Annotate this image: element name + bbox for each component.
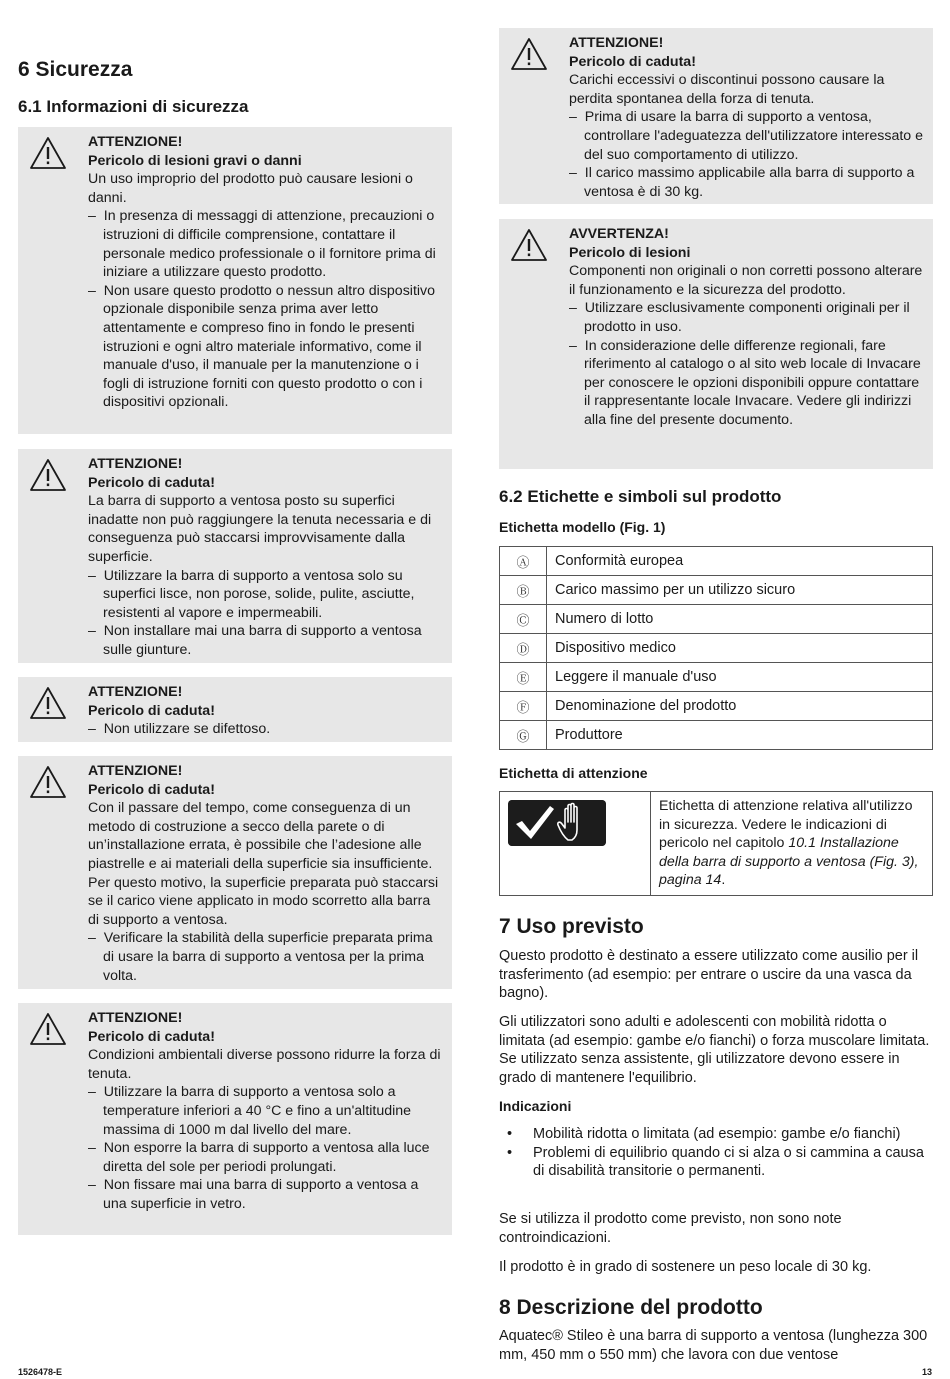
attention-end: . — [721, 872, 726, 889]
row-text: Dispositivo medico — [547, 634, 933, 663]
warning-box — [499, 219, 933, 469]
table-row — [500, 605, 933, 634]
paragraph: Aquatec® Stileo è una barra di supporto a ventosa (lunghezza 300 mm, 450 mm o 550 mm) che lavora con due ventose — [499, 1328, 928, 1363]
warning-item: – Il carico massimo applicabile alla barra di supporto a ventosa è di 30 kg. — [569, 164, 925, 201]
warning-body: Un uso improprio del prodotto può causare lesioni o danni. — [88, 171, 413, 206]
row-letter: Ⓕ — [500, 692, 547, 721]
row-letter: Ⓖ — [500, 721, 547, 750]
attention-label-table — [499, 791, 933, 896]
warning-item: – Utilizzare la barra di supporto a ventosa solo su superfici lisce, non porose, solide, pulite, asciutte, resistenti al vapore e impermeabili. — [88, 567, 444, 623]
warning-title: ATTENZIONE! — [88, 134, 183, 150]
section-6-2-title: 6.2 Etichette e simboli sul prodotto — [499, 487, 782, 506]
warning-triangle-icon — [510, 37, 548, 71]
warning-triangle-icon — [29, 1012, 67, 1046]
section-7-title: 7 Uso previsto — [499, 915, 644, 938]
warning-item: – Non fissare mai una barra di supporto a ventosa a una superficie in vetro. — [88, 1176, 444, 1213]
warning-body: Con il passare del tempo, come conseguenza di un metodo di costruzione a secco della parete o di un’installazione errata, è possibile che l’adesione alle piastrelle e ai materiali della superficie sia insufficiente. Per questo motivo, la superficie preparata può staccarsi se il carico viene applicato in modo scorretto alla barra di supporto a ventosa. — [88, 800, 439, 928]
paragraph: Il prodotto è in grado di sostenere un peso locale di 30 kg. — [499, 1259, 872, 1275]
attention-text-cell — [651, 792, 933, 896]
row-text: Carico massimo per un utilizzo sicuro — [547, 576, 933, 605]
list-item: • Problemi di equilibrio quando ci si alza o si cammina a causa di disabilità transitorie o permanenti. — [499, 1144, 933, 1181]
row-letter: Ⓓ — [500, 634, 547, 663]
paragraph: Se si utilizza il prodotto come previsto, non sono note controindicazioni. — [499, 1211, 842, 1246]
warning-item: – Non installare mai una barra di supporto a ventosa sulle giunture. — [88, 622, 444, 659]
warning-title: ATTENZIONE! — [88, 763, 183, 779]
table-row — [500, 576, 933, 605]
warning-triangle-icon — [29, 686, 67, 720]
warning-triangle-icon — [29, 765, 67, 799]
warning-subtitle: Pericolo di caduta! — [569, 53, 696, 70]
warning-subtitle: Pericolo di lesioni gravi o danni — [88, 152, 302, 169]
table-row — [500, 792, 933, 896]
warning-item: – Non esporre la barra di supporto a ventosa alla luce diretta del sole per periodi prolungati. — [88, 1139, 444, 1176]
table-row — [500, 663, 933, 692]
list-item: • Mobilità ridotta o limitata (ad esempio: gambe e/o fianchi) — [499, 1125, 933, 1144]
attention-sticker-cell — [500, 792, 651, 896]
model-label-table — [499, 546, 933, 750]
warning-list — [88, 720, 444, 739]
warning-body: La barra di supporto a ventosa posto su superfici inadatte non può raggiungere la tenuta necessaria e di conseguenza può staccarsi improvvisamente dalla superficie. — [88, 493, 432, 565]
warning-item: – Utilizzare la barra di supporto a ventosa solo a temperature inferiori a 40 °C e fino a un'altitudine massima di 1000 m dal livello del mare. — [88, 1083, 444, 1139]
row-letter: Ⓐ — [500, 547, 547, 576]
warning-title: ATTENZIONE! — [88, 1010, 183, 1026]
warning-item: – Non utilizzare se difettoso. — [88, 720, 444, 739]
section-6-title: 6 Sicurezza — [18, 58, 133, 81]
warning-item: – Prima di usare la barra di supporto a ventosa, controllare l'adeguatezza dell'utilizzatore interessato e del suo comportamento di utilizzo. — [569, 108, 925, 164]
warning-box — [18, 1003, 452, 1235]
paragraph: Gli utilizzatori sono adulti e adolescenti con mobilità ridotta o limitata (ad esempio: gambe e/o fianchi) o forza muscolare limitata. Se utilizzato senza assistente, gli utilizzatore devono essere in grado di mantenere l'equilibrio. — [499, 1014, 930, 1086]
warning-item: – In considerazione delle differenze regionali, fare riferimento al catalogo o al sito web locale di Invacare per conoscere le opzioni disponibili oppure contattare il rappresentante locale Invacare. Vedere gli indirizzi alla fine del presente documento. — [569, 337, 925, 430]
warning-box — [18, 127, 452, 434]
table-row — [500, 692, 933, 721]
row-letter: Ⓒ — [500, 605, 547, 634]
warning-item: – Utilizzare esclusivamente componenti originali per il prodotto in uso. — [569, 299, 925, 336]
warning-subtitle: Pericolo di caduta! — [88, 702, 215, 719]
row-text: Denominazione del prodotto — [547, 692, 933, 721]
warning-triangle-icon — [29, 458, 67, 492]
warning-box — [499, 28, 933, 204]
table-row — [500, 721, 933, 750]
warning-subtitle: Pericolo di caduta! — [88, 1028, 215, 1045]
warning-item: – Non usare questo prodotto o nessun altro dispositivo opzionale disponibile senza prima aver letto attentamente e compreso fino in fondo le presenti istruzioni e ogni altro materiale informativo, come il manuale d'uso, il manuale per la manutenzione o i fogli di istruzione forniti con questo prodotto o con i dispositivi opzionali. — [88, 282, 444, 412]
page-number: 13 — [921, 1367, 932, 1377]
attention-reference: 10.1 Installazione della barra di supporto a ventosa (Fig. 3), pagina 14 — [659, 835, 919, 889]
model-label-heading: Etichetta modello (Fig. 1) — [499, 519, 666, 535]
warning-triangle-icon — [510, 228, 548, 262]
warning-list — [88, 1083, 444, 1213]
warning-subtitle: Pericolo di lesioni — [569, 244, 691, 261]
warning-triangle-icon — [29, 136, 67, 170]
attention-label-heading: Etichetta di attenzione — [499, 765, 648, 781]
warning-box — [18, 756, 452, 989]
warning-body: Componenti non originali o non corretti possono alterare il funzionamento e la sicurezza del prodotto. — [569, 263, 923, 298]
warning-title: ATTENZIONE! — [569, 35, 664, 51]
warning-subtitle: Pericolo di caduta! — [88, 781, 215, 798]
warning-body: Condizioni ambientali diverse possono ridurre la forza di tenuta. — [88, 1047, 441, 1082]
section-6-1-title: 6.1 Informazioni di sicurezza — [18, 97, 249, 116]
warning-list — [88, 929, 444, 985]
warning-list — [569, 108, 925, 201]
warning-list — [569, 299, 925, 429]
row-letter: Ⓔ — [500, 663, 547, 692]
warning-subtitle: Pericolo di caduta! — [88, 474, 215, 491]
paragraph: Questo prodotto è destinato a essere utilizzato come ausilio per il trasferimento (ad esempio: per entrare o uscire da una vasca da bagno). — [499, 948, 919, 1002]
table-row — [500, 547, 933, 576]
row-letter: Ⓑ — [500, 576, 547, 605]
warning-title: ATTENZIONE! — [88, 684, 183, 700]
row-text: Numero di lotto — [547, 605, 933, 634]
indications-heading: Indicazioni — [499, 1098, 572, 1114]
warning-list — [88, 567, 444, 660]
checkmark-hand-sticker-icon — [508, 800, 606, 846]
doc-number: 1526478-E — [18, 1367, 63, 1377]
warning-box — [18, 449, 452, 663]
warning-box — [18, 677, 452, 742]
row-text: Conformità europea — [547, 547, 933, 576]
warning-body: Carichi eccessivi o discontinui possono causare la perdita spontanea della forza di tenuta. — [569, 72, 885, 107]
row-text: Produttore — [547, 721, 933, 750]
warning-item: – In presenza di messaggi di attenzione, precauzioni o istruzioni di difficile comprensione, contattare il personale medico professionale o il fornitore prima di iniziare a utilizzare questo prodotto. — [88, 207, 444, 281]
table-row — [500, 634, 933, 663]
indications-list — [499, 1125, 933, 1181]
section-8-title: 8 Descrizione del prodotto — [499, 1296, 763, 1319]
attention-text: Etichetta di attenzione relativa all'utilizzo in sicurezza. Vedere le indicazioni di pericolo nel capitolo — [659, 798, 913, 852]
warning-item: – Verificare la stabilità della superficie preparata prima di usare la barra di supporto a ventosa per la prima volta. — [88, 929, 444, 985]
warning-title: ATTENZIONE! — [88, 456, 183, 472]
warning-list — [88, 207, 444, 412]
row-text: Leggere il manuale d'uso — [547, 663, 933, 692]
warning-title: AVVERTENZA! — [569, 226, 669, 242]
